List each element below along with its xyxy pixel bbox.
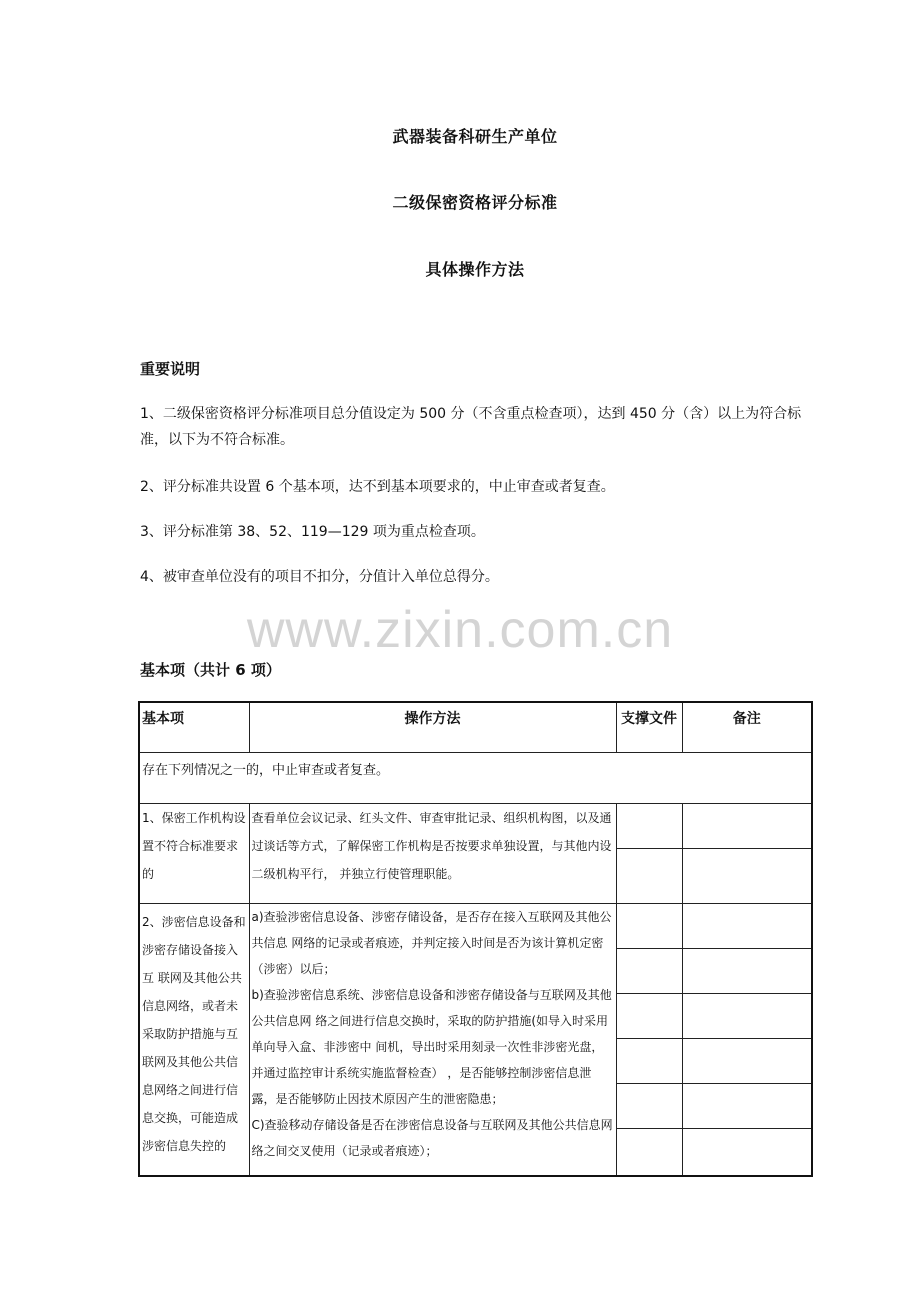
header-basic-item: 基本项 <box>139 702 249 753</box>
row-2-remark-cell-d <box>682 1039 812 1084</box>
table-row <box>139 904 812 949</box>
doc-title-line-3: 具体操作方法 <box>425 260 525 279</box>
row-2-support-cell-a <box>616 904 682 949</box>
row-1-remark-cell-a <box>682 804 812 849</box>
header-method: 操作方法 <box>249 702 616 753</box>
row-1-method: 查看单位会议记录、红头文件、审查审批记录、组织机构图，以及通过谈话等方式，了解保密工作机构是否按要求单独设置，与其他内设二级机构平行， 并独立行使管理职能。 <box>249 804 616 904</box>
row-2-remark-cell-c <box>682 994 812 1039</box>
watermark: www.zixin.com.cn <box>246 601 674 659</box>
doc-title-line-2: 二级保密资格评分标准 <box>392 193 558 212</box>
important-item-1: 1、二级保密资格评分标准项目总分值设定为 500 分（不含重点检查项），达到 450 分（含）以上为符合标准，以下为不符合标准。 <box>140 406 802 448</box>
row-1-item: 1、保密工作机构设置不符合标准要求的 <box>139 804 249 904</box>
header-remarks: 备注 <box>682 702 812 753</box>
table-row <box>139 804 812 849</box>
header-support-docs: 支撑文件 <box>616 702 682 753</box>
row-2-remark-cell-f <box>682 1129 812 1177</box>
row-1-support-cell-b <box>616 849 682 904</box>
important-item-3: 3、评分标准第 38、52、119—129 项为重点检查项。 <box>140 524 485 540</box>
row-2-remark-cell-b <box>682 949 812 994</box>
row-2-support-cell-b <box>616 949 682 994</box>
basic-heading: 基本项（共计 6 项） <box>140 661 281 679</box>
row-1-support-cell-a <box>616 804 682 849</box>
table-note: 存在下列情况之一的，中止审查或者复查。 <box>139 753 812 804</box>
row-2-item: 2、涉密信息设备和涉密存储设备接入互 联网及其他公共信息网络，或者未采取防护措施与互联网及其他公共信息网络之间进行信息交换，可能造成涉密信息失控的 <box>139 904 249 1177</box>
basic-items-table <box>138 701 813 1177</box>
doc-title-line-1: 武器装备科研生产单位 <box>392 127 558 146</box>
row-1-remark-cell-b <box>682 849 812 904</box>
row-2-support-cell-e <box>616 1084 682 1129</box>
row-2-remark-cell-a <box>682 904 812 949</box>
table-header-row <box>139 702 812 753</box>
row-2-support-cell-d <box>616 1039 682 1084</box>
important-item-2: 2、评分标准共设置 6 个基本项，达不到基本项要求的，中止审查或者复查。 <box>140 479 615 495</box>
row-2-method: a)查验涉密信息设备、涉密存储设备，是否存在接入互联网及其他公共信息 网络的记录或者痕迹，并判定接入时间是否为该计算机定密（涉密）以后； b)查验涉密信息系统、涉密信息设备和涉密存储设备与互联网及其他公共信息网 络之间进行信息交换时，采取的防护措施(如导入时采用单向导入盒、非涉密中 间机，导出时采用刻录一次性非涉密光盘，并通过监控审计系统实施监督检查） ，是否能够控制涉密信息泄露，是否能够防止因技术原因产生的泄密隐患； C)查验移动存储设备是否在涉密信息设备与互联网及其他公共信息网络之间交叉使用（记录或者痕迹）； <box>249 904 616 1177</box>
table-note-row <box>139 753 812 804</box>
row-2-support-cell-f <box>616 1129 682 1177</box>
row-2-support-cell-c <box>616 994 682 1039</box>
row-2-remark-cell-e <box>682 1084 812 1129</box>
important-heading: 重要说明 <box>140 360 201 378</box>
important-item-4: 4、被审查单位没有的项目不扣分，分值计入单位总得分。 <box>140 569 499 585</box>
